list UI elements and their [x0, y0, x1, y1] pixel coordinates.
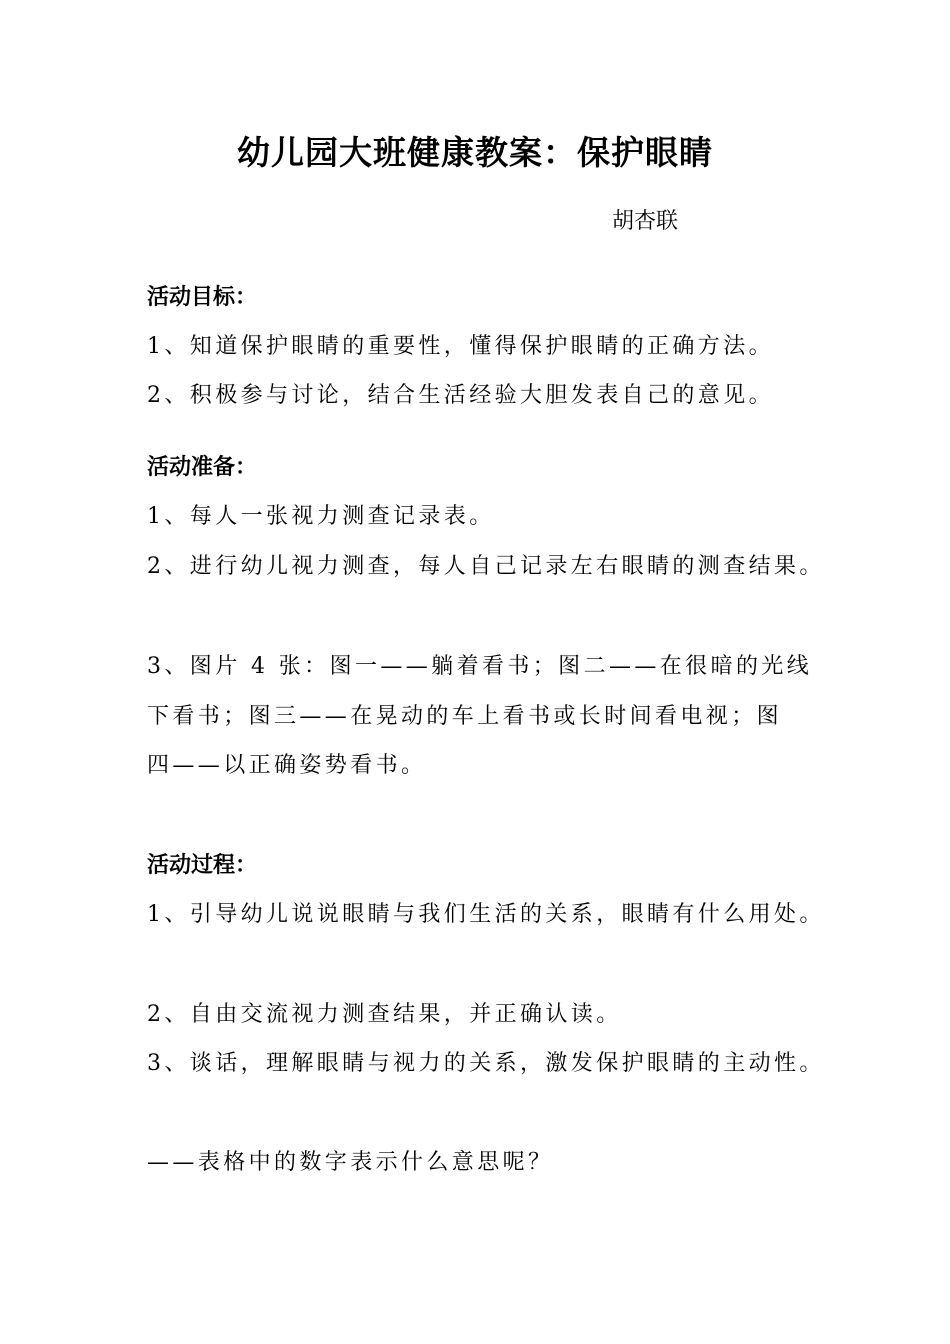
process-line-2: 2、自由交流视力测查结果，并正确认读。	[147, 1002, 622, 1027]
process-line-3: 3、谈话，理解眼睛与视力的关系，激发保护眼睛的主动性。	[147, 1051, 825, 1076]
process-heading: 活动过程：	[147, 853, 258, 878]
process-line-4: ——表格中的数字表示什么意思呢？	[147, 1150, 554, 1175]
goals-heading: 活动目标：	[147, 285, 258, 310]
preparation-heading: 活动准备：	[147, 455, 258, 480]
preparation-line-2: 2、进行幼儿视力测查，每人自己记录左右眼睛的测查结果。	[147, 554, 825, 579]
preparation-line-4: 下看书；图三——在晃动的车上看书或长时间看电视；图	[147, 704, 783, 729]
document-title: 幼儿园大班健康教案：保护眼睛	[237, 133, 713, 172]
preparation-line-5: 四——以正确姿势看书。	[147, 753, 427, 778]
preparation-line-1: 1、每人一张视力测查记录表。	[147, 504, 495, 529]
preparation-line-3: 3、图片 4 张：图一——躺着看书；图二——在很暗的光线	[147, 654, 813, 679]
goals-line-2: 2、积极参与讨论，结合生活经验大胆发表自己的意见。	[147, 383, 774, 408]
goals-line-1: 1、知道保护眼睛的重要性，懂得保护眼睛的正确方法。	[147, 334, 774, 359]
process-line-1: 1、引导幼儿说说眼睛与我们生活的关系，眼睛有什么用处。	[147, 902, 825, 927]
author-name: 胡杏联	[612, 209, 679, 234]
